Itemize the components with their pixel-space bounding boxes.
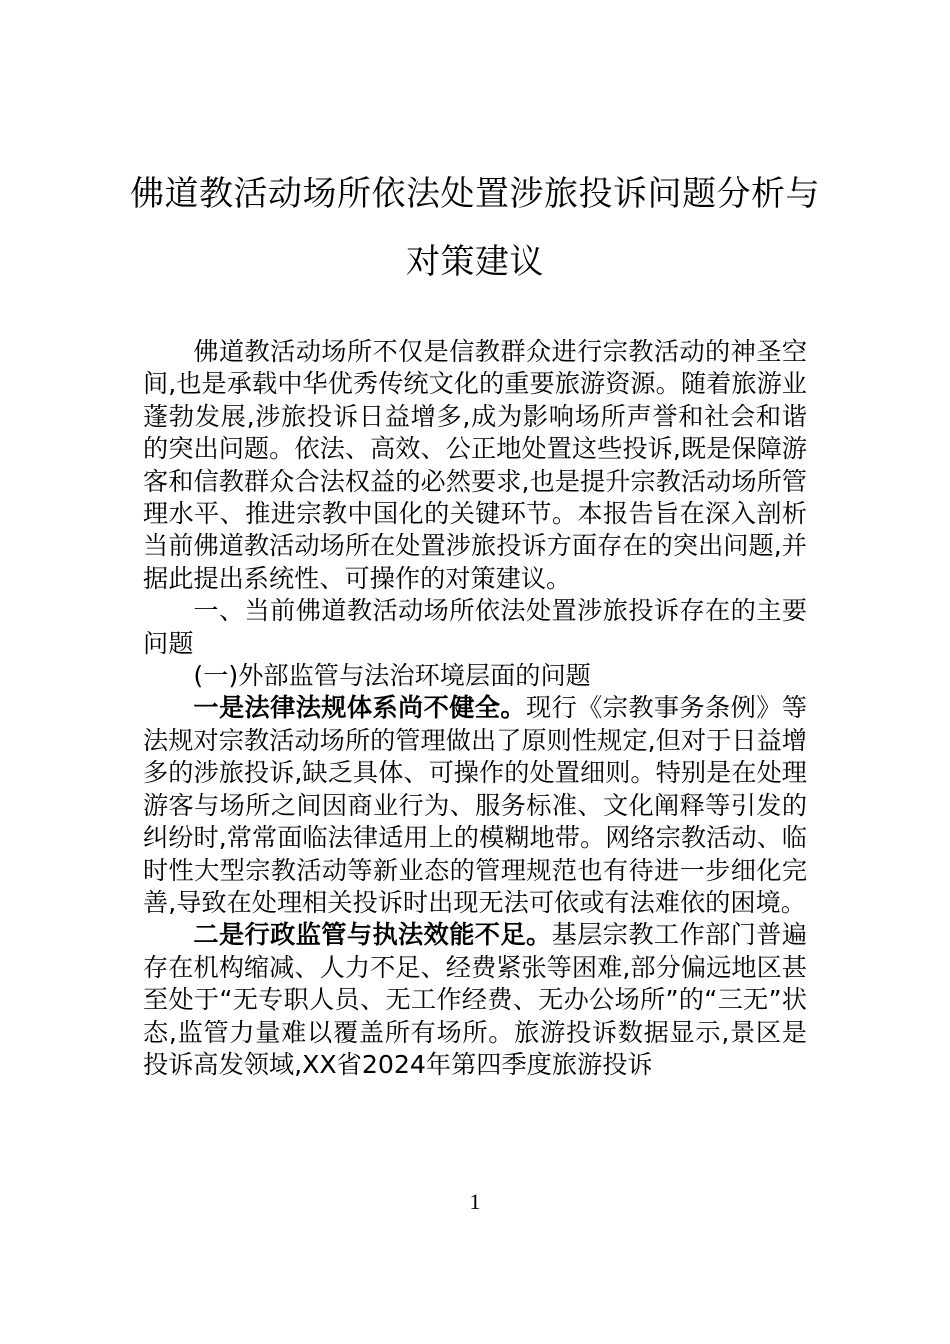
document-body — [143, 336, 807, 1081]
paragraph-intro-text: 佛道教活动场所不仅是信教群众进行宗教活动的神圣空间,也是承载中华优秀传统文化的重要旅游资源。随着旅游业蓬勃发展,涉旅投诉日益增多,成为影响场所声誉和社会和谐的突出问题。依法、高效、公正地处置这些投诉,既是保障游客和信教群众合法权益的必然要求,也是提升宗教活动场所管理水平、推进宗教中国化的关键环节。本报告旨在深入剖析当前佛道教活动场所在处置涉旅投诉方面存在的突出问题,并据此提出系统性、可操作的对策建议。 — [143, 337, 807, 593]
paragraph-point-1-text: 现行《宗教事务条例》等法规对宗教活动场所的管理做出了原则性规定,但对于日益增多的涉旅投诉,缺乏具体、可操作的处置细则。特别是在处理游客与场所之间因商业行为、服务标准、文化阐释等引发的纠纷时,常常面临法律适用上的模糊地带。网络宗教活动、临时性大型宗教活动等新业态的管理规范也有待进一步细化完善,导致在处理相关投诉时出现无法可依或有法难依的困境。 — [143, 693, 808, 917]
paragraph-point-2 — [143, 919, 807, 1081]
section-heading-1-text: 一、当前佛道教活动场所依法处置涉旅投诉存在的主要问题 — [143, 596, 807, 658]
document-title: 佛道教活动场所依法处置涉旅投诉问题分析与对策建议 — [130, 174, 820, 282]
page-number: 1 — [469, 1189, 481, 1214]
paragraph-point-1 — [143, 692, 807, 919]
subsection-heading-1 — [143, 660, 807, 692]
subsection-heading-1-text: (一)外部监管与法治环境层面的问题 — [193, 661, 591, 691]
paragraph-intro — [143, 336, 807, 595]
paragraph-point-2-text: 基层宗教工作部门普遍存在机构缩减、人力不足、经费紧张等困难,部分偏远地区甚至处于“无专职人员、无工作经费、无办公场所”的“三无”状态,监管力量难以覆盖所有场所。旅游投诉数据显示,景区是投诉高发领域,XX省2024年第四季度旅游投诉 — [143, 920, 808, 1079]
paragraph-point-1-lead: 一是法律法规体系尚不健全。 — [193, 693, 526, 723]
section-heading-1 — [143, 595, 807, 660]
paragraph-point-2-lead: 二是行政监管与执法效能不足。 — [193, 920, 552, 950]
